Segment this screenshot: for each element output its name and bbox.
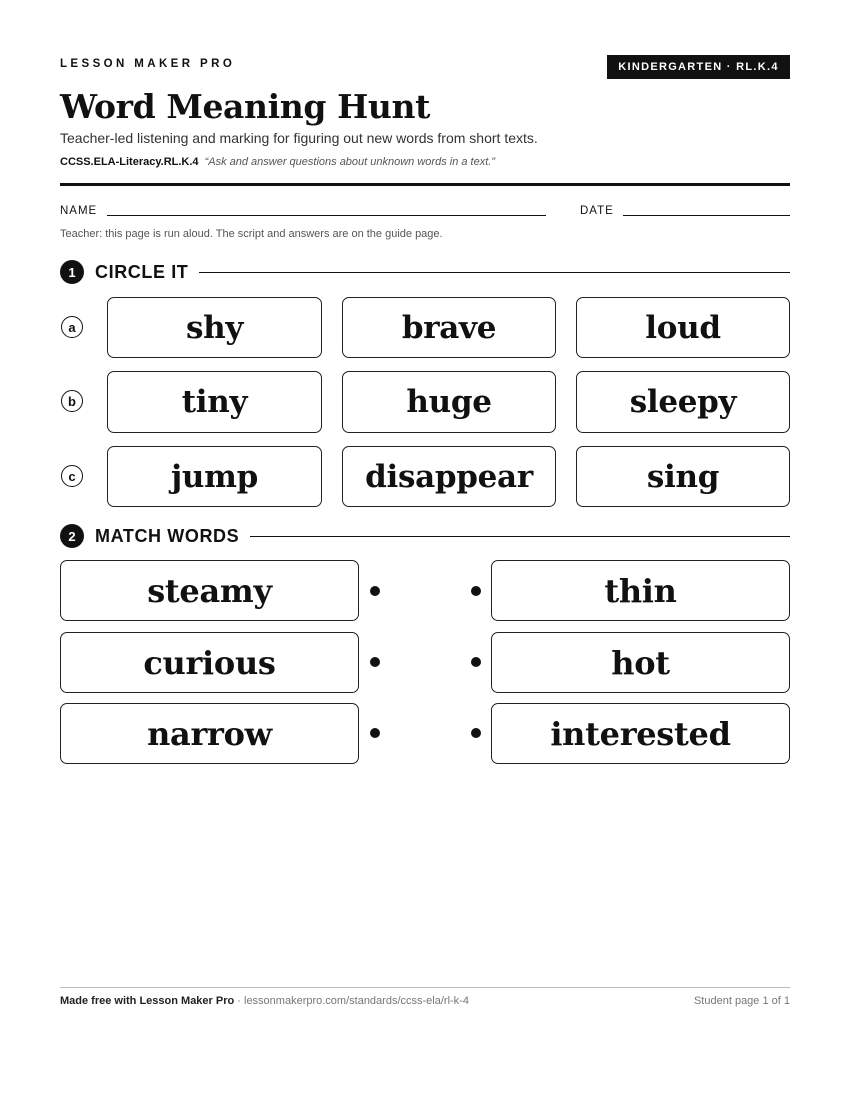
section-rule bbox=[199, 272, 790, 273]
match-right-word[interactable]: hot bbox=[491, 632, 790, 693]
teacher-note: Teacher: this page is run aloud. The script and answers are on the guide page. bbox=[60, 228, 443, 240]
word-choice[interactable]: shy bbox=[107, 297, 322, 358]
grade-badge: KINDERGARTEN · RL.K.4 bbox=[607, 55, 790, 79]
footer-url[interactable]: · lessonmakerpro.com/standards/ccss-ela/rl-k-4 bbox=[234, 995, 469, 1007]
footer-made-with: Made free with Lesson Maker Pro bbox=[60, 995, 235, 1007]
match-right-dot[interactable] bbox=[471, 586, 481, 596]
standard-text: “Ask and answer questions about unknown words in a text.” bbox=[204, 156, 495, 168]
word-choice[interactable]: brave bbox=[342, 297, 556, 358]
word-choice[interactable]: disappear bbox=[342, 446, 556, 507]
footer-divider bbox=[60, 987, 790, 988]
match-right-dot[interactable] bbox=[471, 728, 481, 738]
match-left-word[interactable]: curious bbox=[60, 632, 359, 693]
row-letter-b: b bbox=[61, 390, 83, 412]
header-divider bbox=[60, 183, 790, 186]
date-field-line[interactable] bbox=[623, 215, 790, 216]
row-letter-c: c bbox=[61, 465, 83, 487]
section-title: CIRCLE IT bbox=[95, 261, 189, 282]
section-title: MATCH WORDS bbox=[95, 525, 240, 546]
word-choice[interactable]: sleepy bbox=[576, 371, 790, 433]
match-right-word[interactable]: interested bbox=[491, 703, 790, 764]
footer-page-label: Student page 1 of 1 bbox=[693, 995, 790, 1007]
word-choice[interactable]: tiny bbox=[107, 371, 322, 433]
name-field-line[interactable] bbox=[107, 215, 546, 216]
word-choice[interactable]: sing bbox=[576, 446, 790, 507]
match-left-dot[interactable] bbox=[370, 728, 380, 738]
page-subtitle: Teacher-led listening and marking for figuring out new words from short texts. bbox=[60, 130, 538, 146]
standard-code: CCSS.ELA-Literacy.RL.K.4 bbox=[60, 156, 199, 168]
name-label: NAME bbox=[60, 205, 98, 217]
word-choice[interactable]: jump bbox=[107, 446, 322, 507]
section-number-badge: 1 bbox=[60, 260, 84, 284]
match-left-dot[interactable] bbox=[370, 586, 380, 596]
word-choice[interactable]: huge bbox=[342, 371, 556, 433]
row-letter-a: a bbox=[61, 316, 83, 338]
match-right-dot[interactable] bbox=[471, 657, 481, 667]
section-rule bbox=[250, 536, 790, 537]
section-circle-it-header bbox=[60, 260, 790, 284]
match-left-dot[interactable] bbox=[370, 657, 380, 667]
section-match-words-header bbox=[60, 524, 790, 548]
match-left-word[interactable]: narrow bbox=[60, 703, 359, 764]
brand-label: LESSON MAKER PRO bbox=[60, 58, 236, 70]
section-number-badge: 2 bbox=[60, 524, 84, 548]
footer-credit bbox=[60, 995, 469, 1007]
standard-line bbox=[60, 156, 495, 168]
word-choice[interactable]: loud bbox=[576, 297, 790, 358]
date-label: DATE bbox=[580, 205, 614, 217]
match-right-word[interactable]: thin bbox=[491, 560, 790, 621]
match-left-word[interactable]: steamy bbox=[60, 560, 359, 621]
page-title: Word Meaning Hunt bbox=[60, 87, 430, 126]
